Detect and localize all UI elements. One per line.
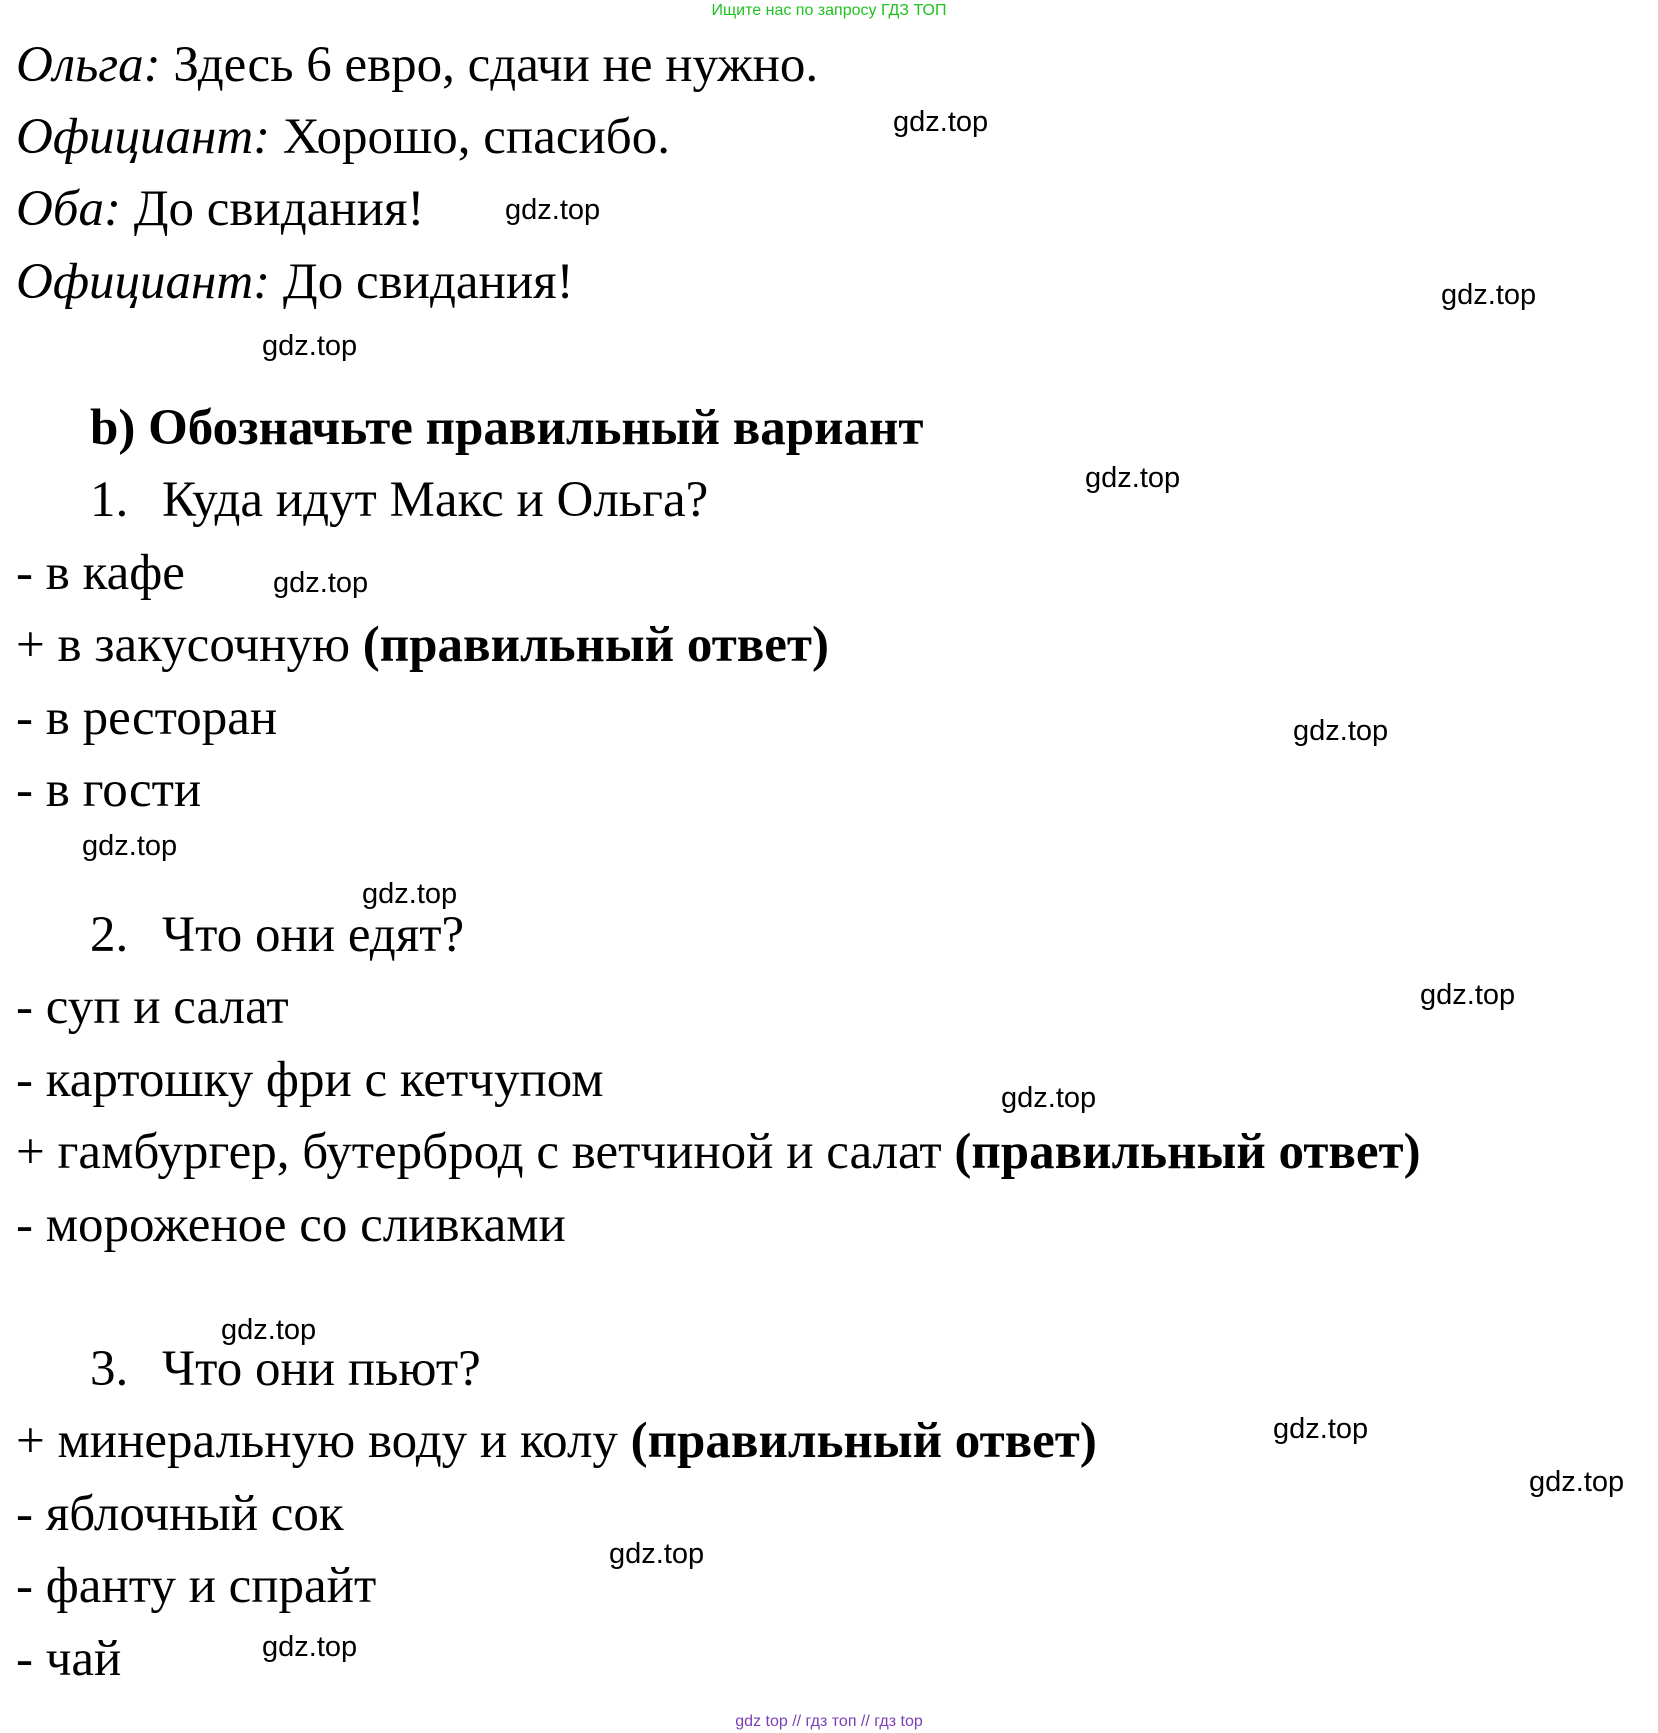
- dialogue-line: [16, 179, 424, 239]
- question-number: 3.: [90, 1341, 129, 1397]
- answer-option: [16, 688, 277, 748]
- answer-option: [16, 1484, 344, 1544]
- dialogue-text: До свидания!: [270, 254, 574, 310]
- question-number: 2.: [90, 907, 129, 963]
- dialogue-line: [16, 35, 818, 95]
- answer-option: [16, 977, 289, 1037]
- option-text: - в ресторан: [16, 690, 278, 746]
- watermark: gdz.top: [273, 567, 369, 599]
- speaker-name: Официант:: [16, 109, 271, 165]
- answer-option: [16, 543, 185, 603]
- question-number: 1.: [90, 472, 129, 528]
- answer-option-correct: [16, 1122, 1421, 1182]
- dialogue-text: Здесь 6 евро, сдачи не нужно.: [160, 37, 819, 93]
- answer-option: [16, 1195, 566, 1255]
- watermark: gdz.top: [362, 878, 458, 910]
- watermark: gdz.top: [1293, 715, 1389, 747]
- question-1: [90, 470, 708, 530]
- answer-option-correct: [16, 1411, 1097, 1471]
- option-text: + гамбургер, бутерброд с ветчиной и салат: [16, 1124, 955, 1180]
- dialogue-line: [16, 107, 670, 167]
- option-text: - фанту и спрайт: [16, 1558, 377, 1614]
- speaker-name: Официант:: [16, 254, 271, 310]
- answer-option: [16, 1050, 604, 1110]
- option-text: - в гости: [16, 762, 202, 818]
- watermark: gdz.top: [1441, 279, 1537, 311]
- watermark: gdz.top: [1273, 1413, 1369, 1445]
- speaker-name: Ольга:: [16, 37, 161, 93]
- question-3: [90, 1339, 481, 1399]
- watermark: gdz.top: [262, 1631, 358, 1663]
- dialogue-text: До свидания!: [120, 181, 425, 237]
- option-text: - мороженое со сливками: [16, 1197, 566, 1253]
- footer-links: gdz top // гдз топ // гдз top: [735, 1713, 923, 1730]
- watermark: gdz.top: [221, 1314, 317, 1346]
- dialogue-line: [16, 252, 574, 312]
- watermark: gdz.top: [1529, 1466, 1625, 1498]
- watermark: gdz.top: [609, 1538, 705, 1570]
- answer-option: [16, 760, 201, 820]
- correct-answer-note: (правильный ответ): [630, 1413, 1097, 1469]
- question-text: Что они пьют?: [162, 1341, 481, 1397]
- question-text: Куда идут Макс и Ольга?: [162, 472, 709, 528]
- correct-answer-note: (правильный ответ): [362, 617, 829, 673]
- watermark: gdz.top: [1001, 1082, 1097, 1114]
- option-text: - яблочный сок: [16, 1486, 344, 1542]
- option-text: - чай: [16, 1631, 122, 1687]
- answer-option-correct: [16, 615, 829, 675]
- option-text: + минеральную воду и колу: [16, 1413, 631, 1469]
- watermark: gdz.top: [505, 194, 601, 226]
- watermark: gdz.top: [893, 106, 989, 138]
- watermark: gdz.top: [82, 830, 178, 862]
- answer-option: [16, 1556, 376, 1616]
- speaker-name: Оба:: [16, 181, 121, 237]
- watermark: gdz.top: [262, 330, 358, 362]
- task-heading: b) Обозначьте правильный вариант: [90, 400, 924, 456]
- top-banner: Ищите нас по запросу ГДЗ ТОП: [711, 2, 947, 19]
- option-text: - картошку фри с кетчупом: [16, 1052, 604, 1108]
- question-2: [90, 905, 464, 965]
- option-text: - суп и салат: [16, 979, 289, 1035]
- question-text: Что они едят?: [162, 907, 465, 963]
- correct-answer-note: (правильный ответ): [954, 1124, 1421, 1180]
- answer-option: [16, 1629, 121, 1689]
- option-text: + в закусочную: [16, 617, 363, 673]
- watermark: gdz.top: [1085, 462, 1181, 494]
- option-text: - в кафе: [16, 545, 185, 601]
- watermark: gdz.top: [1420, 979, 1516, 1011]
- dialogue-text: Хорошо, спасибо.: [270, 109, 670, 165]
